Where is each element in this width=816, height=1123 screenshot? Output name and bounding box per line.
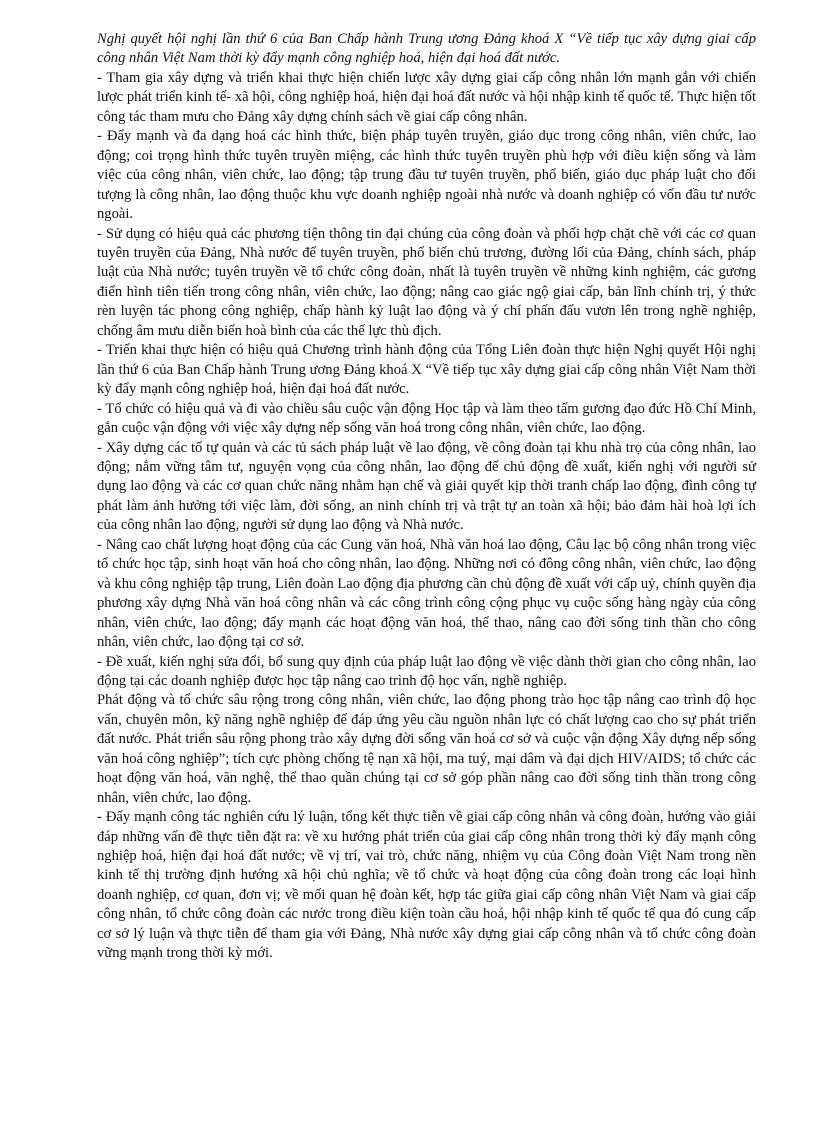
paragraph: - Tổ chức có hiệu quả và đi vào chiều sâu cuộc vận động Học tập và làm theo tấm gương đạo đức Hồ Chí Minh, gắn cuộc vận động với việc xây dựng nếp sống văn hoá trong công nhân, viên chức, lao động. — [97, 400, 756, 437]
document-title: Nghị quyết hội nghị lần thứ 6 của Ban Chấp hành Trung ương Đảng khoá X “Về tiếp tục xây dựng giai cấp công nhân Việt Nam thời kỳ đẩy mạnh công nghiệp hoá, hiện đại hoá đất nước. — [97, 31, 756, 67]
paragraph: - Xây dựng các tổ tự quản và các tủ sách pháp luật về lao động, về công đoàn tại khu nhà trọ của công nhân, lao động; nắm vững tâm tư, nguyện vọng của công nhân, lao động để chủ động đề xuất, kiến nghị với người sử dụng lao động và các cơ quan chức năng nhằm hạn chế và giải quyết kịp thời tranh chấp lao động, đình công tự phát làm ảnh hưởng tới việc làm, đời sống, an ninh chính trị và trật tự an toàn xã hội; bảo đảm hài hoà lợi ích của công nhân lao động, người sử dụng lao động và Nhà nước. — [97, 439, 756, 534]
paragraph: - Nâng cao chất lượng hoạt động của các Cung văn hoá, Nhà văn hoá lao động, Câu lạc bộ công nhân trong việc tổ chức học tập, sinh hoạt văn hoá cho công nhân, lao động. Những nơi có đông công nhân, viên chức, lao động và khu công nghiệp tập trung, Liên đoàn Lao động địa phương cần chủ động đề xuất với cấp uỷ, chính quyền địa phương xây dựng Nhà văn hoá công nhân và các công trình công cộng phục vụ cuộc sống hàng ngày của công nhân, viên chức, lao động; đẩy mạnh các hoạt động văn hoá, thể thao, nâng cao đời sống tinh thần cho công nhân, viên chức, lao động tại cơ sở. — [97, 536, 756, 651]
paragraph: - Tham gia xây dựng và triển khai thực hiện chiến lược xây dựng giai cấp công nhân lớn mạnh gắn với chiến lược phát triển kinh tế- xã hội, công nghiệp hoá, hiện đại hoá đất nước và hội nhập kinh tế quốc tế. Thực hiện tốt công tác tham mưu cho Đảng xây dựng chính sách về giai cấp công nhân. — [97, 69, 756, 125]
paragraph: - Đẩy mạnh công tác nghiên cứu lý luận, tổng kết thực tiễn về giai cấp công nhân và công đoàn, hướng vào giải đáp những vấn đề thực tiễn đặt ra: về xu hướng phát triển của giai cấp công nhân trong thời kỳ đẩy mạnh công nghiệp hoá, hiện đại hoá đất nước; về vị trí, vai trò, chức năng, nhiệm vụ của Công đoàn Việt Nam trong nền kinh tế thị trường định hướng xã hội chủ nghĩa; về tổ chức và hoạt động của công đoàn trong các loại hình doanh nghiệp, cơ quan, đơn vị; về mối quan hệ đoàn kết, hợp tác giữa giai cấp công nhân Việt Nam và giai cấp công nhân, tổ chức công đoàn các nước trong điều kiện toàn cầu hoá, hội nhập kinh tế quốc tế qua đó cung cấp cơ sở lý luận và thực tiễn để tham gia với Đảng, Nhà nước xây dựng giai cấp công nhân và tổ chức công đoàn vững mạnh trong thời kỳ mới. — [97, 809, 756, 962]
paragraph: - Triển khai thực hiện có hiệu quả Chương trình hành động của Tổng Liên đoàn thực hiện Nghị quyết Hội nghị lần thứ 6 của Ban Chấp hành Trung ương Đảng khoá X “Về tiếp tục xây dựng giai cấp công nhân Việt Nam thời kỳ đẩy mạnh công nghiệp hoá, hiện đại hoá đất nước. — [97, 342, 756, 398]
paragraph: - Đẩy mạnh và đa dạng hoá các hình thức, biện pháp tuyên truyền, giáo dục trong công nhân, viên chức, lao động; coi trọng hình thức tuyên truyền miệng, các hình thức tuyên truyền phù hợp với điều kiện sống và làm việc của công nhân, viên chức, lao động; tập trung đầu tư tuyên truyền, phổ biến, giáo dục pháp luật cho đối tượng là công nhân, lao động thuộc khu vực doanh nghiệp ngoài nhà nước và doanh nghiệp có vốn đầu tư nước ngoài. — [97, 128, 756, 223]
paragraph: - Đề xuất, kiến nghị sửa đổi, bổ sung quy định của pháp luật lao động về việc dành thời gian cho công nhân, lao động tại các doanh nghiệp được học tập nâng cao trình độ học vấn, nghề nghiệp. — [97, 653, 756, 689]
paragraph: Phát động và tổ chức sâu rộng trong công nhân, viên chức, lao động phong trào học tập nâng cao trình độ học vấn, chuyên môn, kỹ năng nghề nghiệp để đáp ứng yêu cầu nguồn nhân lực có chất lượng cao cho sự phát triển đất nước. Phát triển sâu rộng phong trào xây dựng đời sống văn hoá cơ sở và cuộc vận động Xây dựng nếp sống văn hoá công nghiệp”; tích cực phòng chống tệ nạn xã hội, ma tuý, mại dâm và đại dịch HIV/AIDS; tổ chức các hoạt động văn hoá, văn nghệ, thể thao quần chúng tại cơ sở góp phần nâng cao đời sống tinh thần trong công nhân, viên chức, lao động. — [97, 692, 756, 806]
document-page — [97, 30, 756, 964]
paragraph: - Sử dụng có hiệu quả các phương tiện thông tin đại chúng của công đoàn và phối hợp chặt chẽ với các cơ quan tuyên truyền của Đảng, Nhà nước để tuyên truyền, phổ biến chủ trương, đường lối của Đảng, chính sách, pháp luật của Nhà nước; tuyên truyền về tổ chức công đoàn, nhất là tuyên truyền về những kinh nghiệm, các gương điển hình tiên tiến trong công nhân, viên chức, lao động; nâng cao giác ngộ giai cấp, bản lĩnh chính trị, ý thức rèn luyện tác phong công nghiệp, chấp hành kỷ luật lao động và ý chí phấn đấu vươn lên trong nghề nghiệp, chống âm mưu diễn biến hoà bình của các thế lực thù địch. — [97, 225, 756, 339]
